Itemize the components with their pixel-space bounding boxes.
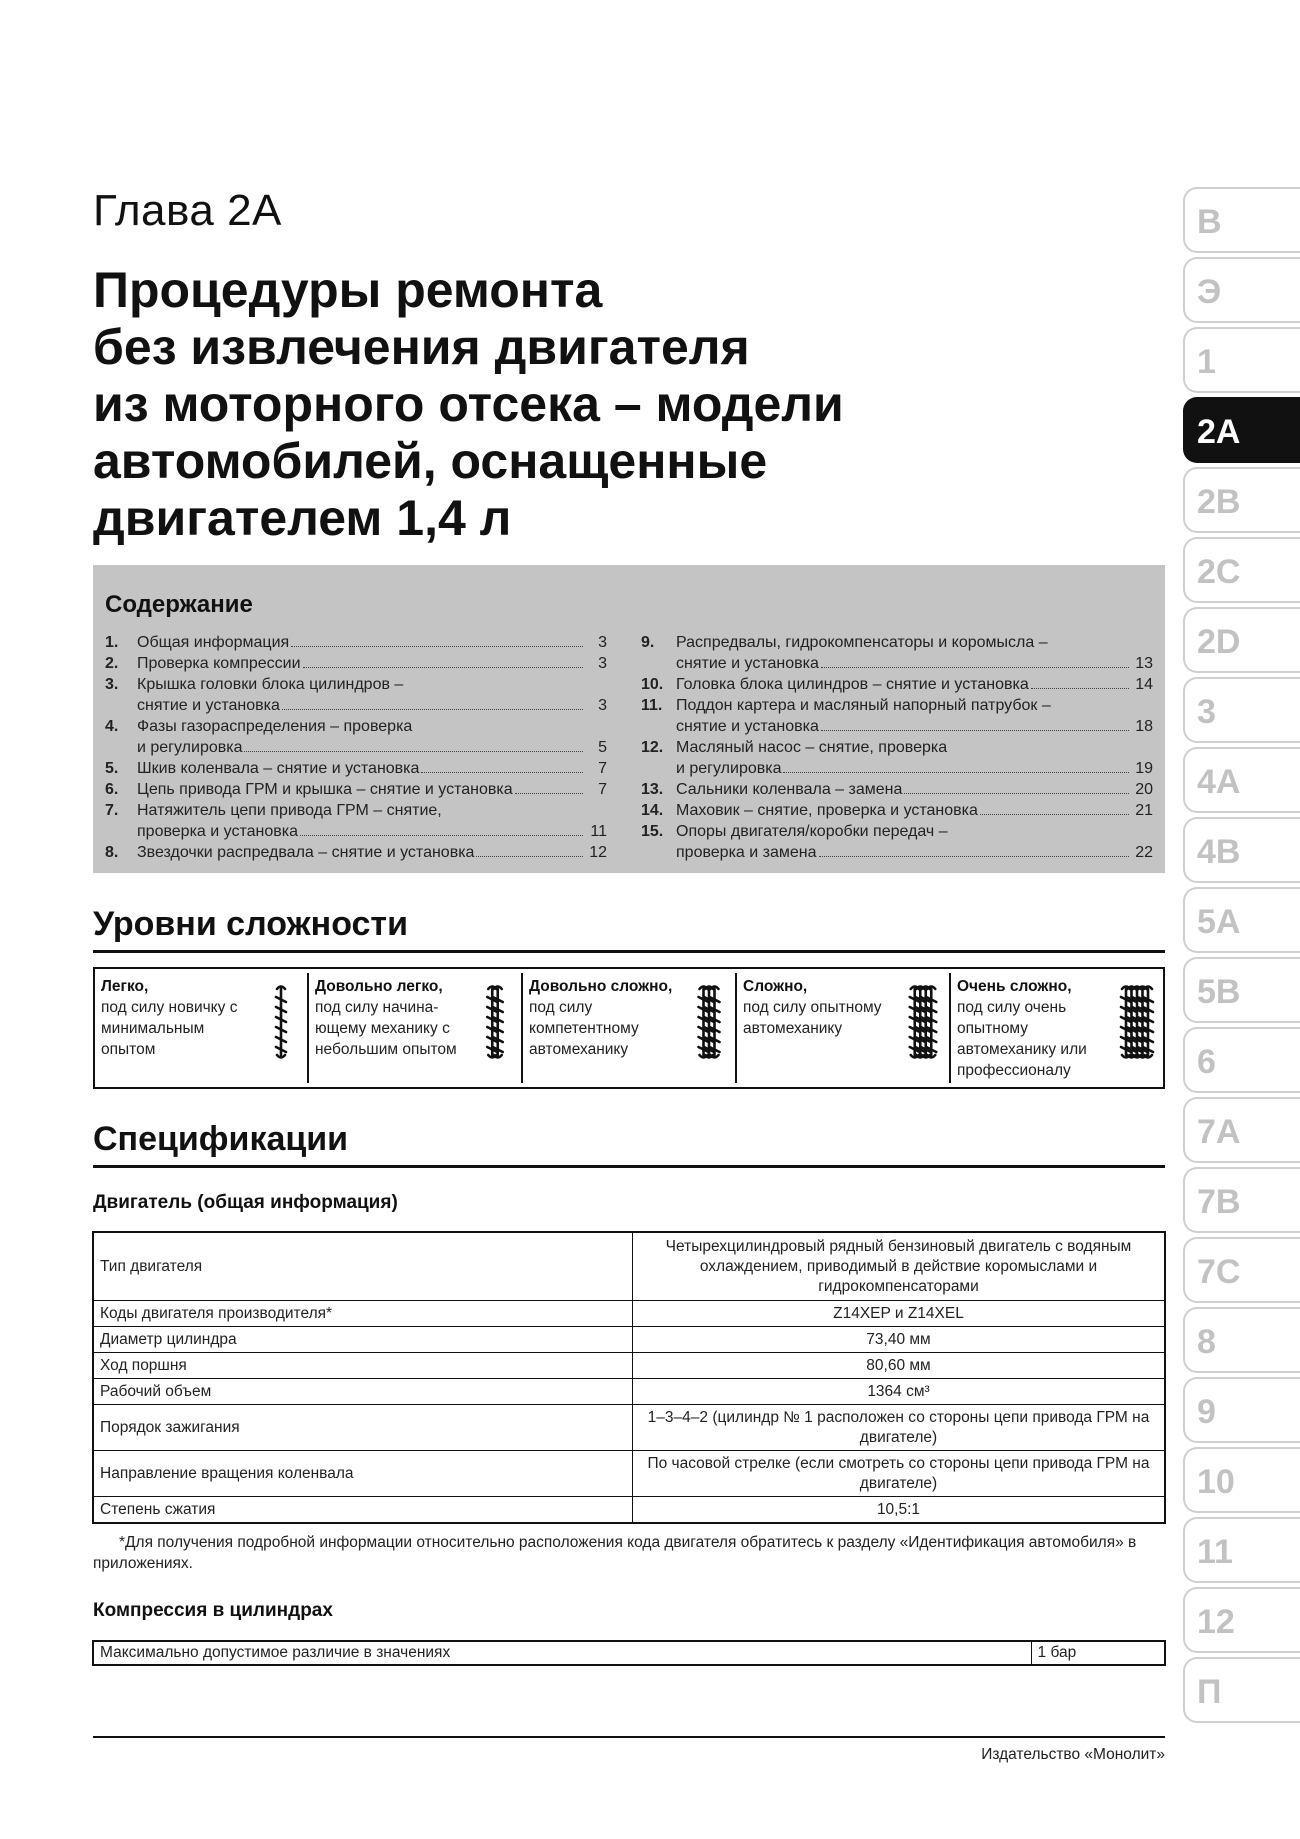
chapter-tab-label: Э	[1197, 273, 1222, 311]
toc-line	[641, 800, 1153, 821]
toc-entry-text: Сальники коленвала – замена	[676, 781, 903, 798]
toc-number: 9.	[641, 634, 655, 651]
toc-entry-text: снятие и установка	[137, 697, 280, 714]
toc-leader-dots	[904, 792, 1129, 794]
chapter-label: Глава 2А	[93, 186, 282, 235]
toc-page-number: 3	[598, 697, 607, 714]
chapter-tab-label: 2B	[1197, 483, 1241, 521]
spec-name-cell: Диаметр цилиндра	[94, 1327, 633, 1353]
toc-entry-text: Опоры двигателя/коробки передач –	[676, 823, 948, 840]
spec-value-cell: 1364 см³	[633, 1379, 1165, 1405]
chapter-tab[interactable]	[1183, 1307, 1300, 1373]
toc-entry-text: и регулировка	[676, 760, 782, 777]
spec-value-cell: Четырехцилиндровый рядный бензиновый двигатель с водяным охлаждением, приводимый в действие коромыслами и гидрокомпенсаторами	[633, 1233, 1165, 1301]
chapter-tab[interactable]	[1183, 1027, 1300, 1093]
difficulty-description: под силу начина-ющему механику с небольшим опытом	[315, 999, 457, 1058]
spec-name-cell: Ход поршня	[94, 1353, 633, 1379]
chapter-tab-label: 2A	[1197, 413, 1241, 451]
chapter-tab[interactable]	[1183, 1167, 1300, 1233]
toc-entry[interactable]	[105, 779, 607, 800]
table-of-contents	[93, 565, 1165, 873]
chapter-tab-label: 12	[1197, 1603, 1235, 1641]
toc-page-number: 12	[589, 844, 607, 861]
publisher-label: Издательство «Монолит»	[981, 1746, 1165, 1763]
difficulty-level	[949, 973, 1163, 1083]
difficulty-title: Легко,	[101, 978, 149, 995]
toc-heading: Содержание	[105, 591, 253, 618]
toc-entry[interactable]	[641, 779, 1153, 800]
toc-page-number: 20	[1135, 781, 1153, 798]
toc-leader-dots	[282, 708, 583, 710]
toc-entry-text: Натяжитель цепи привода ГРМ – снятие,	[137, 802, 442, 819]
toc-entry-text: и регулировка	[137, 739, 243, 756]
toc-entry[interactable]	[641, 695, 1153, 737]
compression-table	[93, 1641, 1165, 1665]
wrench-icon	[263, 981, 299, 1063]
spec-value-cell: 73,40 мм	[633, 1327, 1165, 1353]
toc-entry-text: Масляный насос – снятие, проверка	[676, 739, 948, 756]
toc-entry[interactable]	[641, 737, 1153, 779]
difficulty-description: под силу очень опытному автомеханику или профессионалу	[957, 999, 1087, 1079]
toc-leader-dots	[821, 729, 1129, 731]
difficulty-heading: Уровни сложности	[93, 905, 408, 943]
chapter-tab-label: 2C	[1197, 553, 1241, 591]
chapter-tab-label: 10	[1197, 1463, 1235, 1501]
toc-entry-text: Распредвалы, гидрокомпенсаторы и коромысла –	[676, 634, 1048, 651]
chapter-tab-label: 3	[1197, 693, 1216, 731]
chapter-tab-label: 4B	[1197, 833, 1241, 871]
spec-value-cell: По часовой стрелке (если смотреть со стороны цепи привода ГРМ на двигателе)	[633, 1451, 1165, 1497]
chapter-tab[interactable]	[1183, 817, 1300, 883]
toc-line	[105, 842, 607, 863]
toc-entry[interactable]	[105, 758, 607, 779]
toc-column-right	[641, 632, 1153, 863]
chapter-tab-label: 6	[1197, 1043, 1216, 1081]
specs-heading: Спецификации	[93, 1120, 349, 1158]
title-line: без извлечения двигателя	[93, 319, 750, 375]
toc-entry-text: Поддон картера и масляный напорный патрубок –	[676, 697, 1051, 714]
toc-line	[105, 716, 607, 737]
table-row	[94, 1497, 1165, 1523]
toc-line	[105, 758, 607, 779]
difficulty-title: Довольно сложно,	[529, 978, 673, 995]
chapter-tab[interactable]	[1183, 607, 1300, 673]
toc-entry-text: Цепь привода ГРМ и крышка – снятие и установка	[137, 781, 513, 798]
chapter-tab-label: 7A	[1197, 1113, 1241, 1151]
toc-page-number: 3	[598, 655, 607, 672]
spec-name-cell: Направление вращения коленвала	[94, 1451, 633, 1497]
toc-number: 6.	[105, 781, 119, 798]
spec-value-cell: 1 бар	[1031, 1642, 1164, 1665]
spec-name-cell: Степень сжатия	[94, 1497, 633, 1523]
compression-subheading: Компрессия в цилиндрах	[93, 1600, 333, 1621]
chapter-tab[interactable]	[1183, 887, 1300, 953]
toc-number: 5.	[105, 760, 119, 777]
toc-line	[105, 779, 607, 800]
chapter-tab-label: 5A	[1197, 903, 1241, 941]
difficulty-title: Очень сложно,	[957, 978, 1072, 995]
table-row	[94, 1353, 1165, 1379]
title-line: автомобилей, оснащенные	[93, 433, 768, 489]
engine-subheading: Двигатель (общая информация)	[93, 1192, 398, 1213]
chapter-tab[interactable]	[1183, 187, 1300, 253]
toc-page-number: 3	[598, 634, 607, 651]
toc-line	[641, 779, 1153, 800]
toc-number: 7.	[105, 802, 119, 819]
toc-leader-dots	[244, 750, 583, 752]
difficulty-levels	[93, 967, 1165, 1089]
chapter-tab[interactable]	[1183, 1377, 1300, 1443]
toc-column-left	[105, 632, 607, 863]
chapter-tab-label: 7B	[1197, 1183, 1241, 1221]
spec-name-cell: Максимально допустимое различие в значениях	[94, 1642, 1032, 1665]
chapter-tab[interactable]	[1183, 957, 1300, 1023]
toc-page-number: 14	[1135, 676, 1153, 693]
toc-entry-text: снятие и установка	[676, 655, 819, 672]
toc-leader-dots	[980, 813, 1129, 815]
toc-entry-text: Фазы газораспределения – проверка	[137, 718, 413, 735]
toc-entry-text: проверка и установка	[137, 823, 299, 840]
chapter-tab-label: 1	[1197, 343, 1216, 381]
difficulty-level	[307, 973, 521, 1083]
toc-number: 1.	[105, 634, 119, 651]
chapter-tabs	[1183, 187, 1300, 1727]
toc-entry-text: Звездочки распредвала – снятие и установка	[137, 844, 475, 861]
chapter-tab[interactable]	[1183, 327, 1300, 393]
page-title	[93, 262, 1113, 547]
chapter-tab[interactable]	[1183, 1447, 1300, 1513]
chapter-tab[interactable]	[1183, 1097, 1300, 1163]
chapter-tab-label: 9	[1197, 1393, 1216, 1431]
chapter-tab-label: 2D	[1197, 623, 1241, 661]
toc-entry[interactable]	[105, 674, 607, 716]
toc-leader-dots	[1031, 687, 1129, 689]
spec-name-cell: Тип двигателя	[94, 1233, 633, 1301]
toc-entry[interactable]	[641, 821, 1153, 863]
toc-line	[105, 695, 607, 716]
wrench-icon	[1119, 981, 1155, 1063]
toc-line	[105, 800, 607, 821]
chapter-tab[interactable]	[1183, 397, 1300, 463]
chapter-tab[interactable]	[1183, 467, 1300, 533]
table-row	[94, 1233, 1165, 1301]
toc-entry-text: Шкив коленвала – снятие и установка	[137, 760, 420, 777]
chapter-tab-label: 8	[1197, 1323, 1216, 1361]
toc-leader-dots	[819, 855, 1129, 857]
toc-entry-text: Маховик – снятие, проверка и установка	[676, 802, 978, 819]
difficulty-title: Довольно легко,	[315, 978, 443, 995]
chapter-tab-label: В	[1197, 203, 1222, 241]
difficulty-description: под силу опытному автомеханику	[743, 999, 882, 1037]
toc-entry[interactable]	[105, 842, 607, 863]
chapter-tab-label: 11	[1197, 1533, 1233, 1571]
toc-line	[105, 632, 607, 653]
toc-page-number: 11	[590, 823, 607, 840]
toc-entry-text: Общая информация	[137, 634, 290, 651]
toc-line	[641, 842, 1153, 863]
toc-leader-dots	[300, 834, 583, 836]
toc-line	[105, 821, 607, 842]
toc-entry-text: Проверка компрессии	[137, 655, 301, 672]
toc-entry-text: Головка блока цилиндров – снятие и установка	[676, 676, 1029, 693]
toc-leader-dots	[821, 666, 1129, 668]
chapter-tab[interactable]	[1183, 1517, 1300, 1583]
toc-line	[641, 737, 1153, 758]
wrench-icon	[477, 981, 513, 1063]
toc-page-number: 5	[598, 739, 607, 756]
chapter-tab[interactable]	[1183, 537, 1300, 603]
spec-name-cell: Порядок зажигания	[94, 1405, 633, 1451]
chapter-tab[interactable]	[1183, 677, 1300, 743]
toc-entry[interactable]	[641, 800, 1153, 821]
toc-number: 2.	[105, 655, 119, 672]
toc-line	[105, 737, 607, 758]
footnote	[93, 1532, 1165, 1574]
difficulty-level	[95, 973, 307, 1083]
toc-leader-dots	[291, 645, 583, 647]
title-line: двигателем 1,4 л	[93, 490, 512, 546]
toc-number: 12.	[641, 739, 664, 756]
toc-leader-dots	[476, 855, 583, 857]
chapter-tab[interactable]	[1183, 1587, 1300, 1653]
chapter-tab-label: 5B	[1197, 973, 1241, 1011]
footer-divider	[93, 1736, 1165, 1738]
toc-number: 8.	[105, 844, 119, 861]
footnote-text: *Для получения подробной информации относительно расположения кода двигателя обратитесь к разделу «Идентификация автомобиля» в приложениях.	[93, 1534, 1137, 1572]
toc-leader-dots	[783, 771, 1129, 773]
toc-line	[641, 716, 1153, 737]
chapter-tab-label: 7C	[1197, 1253, 1241, 1291]
chapter-tab[interactable]	[1183, 747, 1300, 813]
section-divider	[93, 1165, 1165, 1168]
toc-entry-text: снятие и установка	[676, 718, 819, 735]
spec-name-cell: Рабочий объем	[94, 1379, 633, 1405]
chapter-tab[interactable]	[1183, 257, 1300, 323]
chapter-tab[interactable]	[1183, 1657, 1300, 1723]
toc-entry[interactable]	[105, 716, 607, 758]
toc-leader-dots	[303, 666, 583, 668]
toc-page-number: 22	[1135, 844, 1153, 861]
toc-line	[641, 632, 1153, 653]
difficulty-level	[735, 973, 949, 1083]
toc-page-number: 7	[598, 781, 607, 798]
table-row	[94, 1405, 1165, 1451]
toc-number: 11.	[641, 697, 663, 714]
table-row	[94, 1301, 1165, 1327]
toc-line	[641, 674, 1153, 695]
wrench-icon	[905, 981, 941, 1063]
spec-value-cell: 10,5:1	[633, 1497, 1165, 1523]
toc-page-number: 13	[1135, 655, 1153, 672]
title-line: Процедуры ремонта	[93, 262, 603, 318]
table-row	[94, 1451, 1165, 1497]
toc-entry-text: Крышка головки блока цилиндров –	[137, 676, 404, 693]
toc-entry[interactable]	[105, 632, 607, 653]
toc-leader-dots	[515, 792, 583, 794]
chapter-tab-label: 4A	[1197, 763, 1241, 801]
toc-page-number: 19	[1135, 760, 1153, 777]
toc-line	[641, 821, 1153, 842]
toc-line	[105, 653, 607, 674]
difficulty-level	[521, 973, 735, 1083]
toc-page-number: 18	[1135, 718, 1153, 735]
section-divider	[93, 950, 1165, 953]
wrench-icon	[691, 981, 727, 1063]
toc-number: 10.	[641, 676, 664, 693]
title-line: из моторного отсека – модели	[93, 376, 844, 432]
chapter-tab[interactable]	[1183, 1237, 1300, 1303]
table-row	[94, 1379, 1165, 1405]
toc-leader-dots	[421, 771, 583, 773]
toc-number: 3.	[105, 676, 119, 693]
spec-value-cell: 80,60 мм	[633, 1353, 1165, 1379]
toc-page-number: 21	[1135, 802, 1153, 819]
spec-value-cell: Z14XEP и Z14XEL	[633, 1301, 1165, 1327]
table-row	[94, 1642, 1165, 1665]
toc-entry[interactable]	[105, 800, 607, 842]
toc-number: 15.	[641, 823, 664, 840]
toc-entry[interactable]	[641, 632, 1153, 674]
spec-name-cell: Коды двигателя производителя*	[94, 1301, 633, 1327]
engine-spec-table	[93, 1232, 1165, 1523]
toc-number: 14.	[641, 802, 664, 819]
toc-entry-text: проверка и замена	[676, 844, 817, 861]
toc-line	[105, 674, 607, 695]
toc-entry[interactable]	[641, 674, 1153, 695]
spec-value-cell: 1–3–4–2 (цилиндр № 1 расположен со стороны цепи привода ГРМ на двигателе)	[633, 1405, 1165, 1451]
toc-number: 4.	[105, 718, 119, 735]
chapter-tab-label: П	[1197, 1673, 1222, 1711]
toc-line	[641, 695, 1153, 716]
toc-entry[interactable]	[105, 653, 607, 674]
toc-line	[641, 758, 1153, 779]
toc-line	[641, 653, 1153, 674]
difficulty-description: под силу компетентному автомеханику	[529, 999, 639, 1058]
toc-number: 13.	[641, 781, 664, 798]
difficulty-description: под силу новичку с минимальным опытом	[101, 999, 238, 1058]
table-row	[94, 1327, 1165, 1353]
difficulty-title: Сложно,	[743, 978, 808, 995]
toc-page-number: 7	[598, 760, 607, 777]
